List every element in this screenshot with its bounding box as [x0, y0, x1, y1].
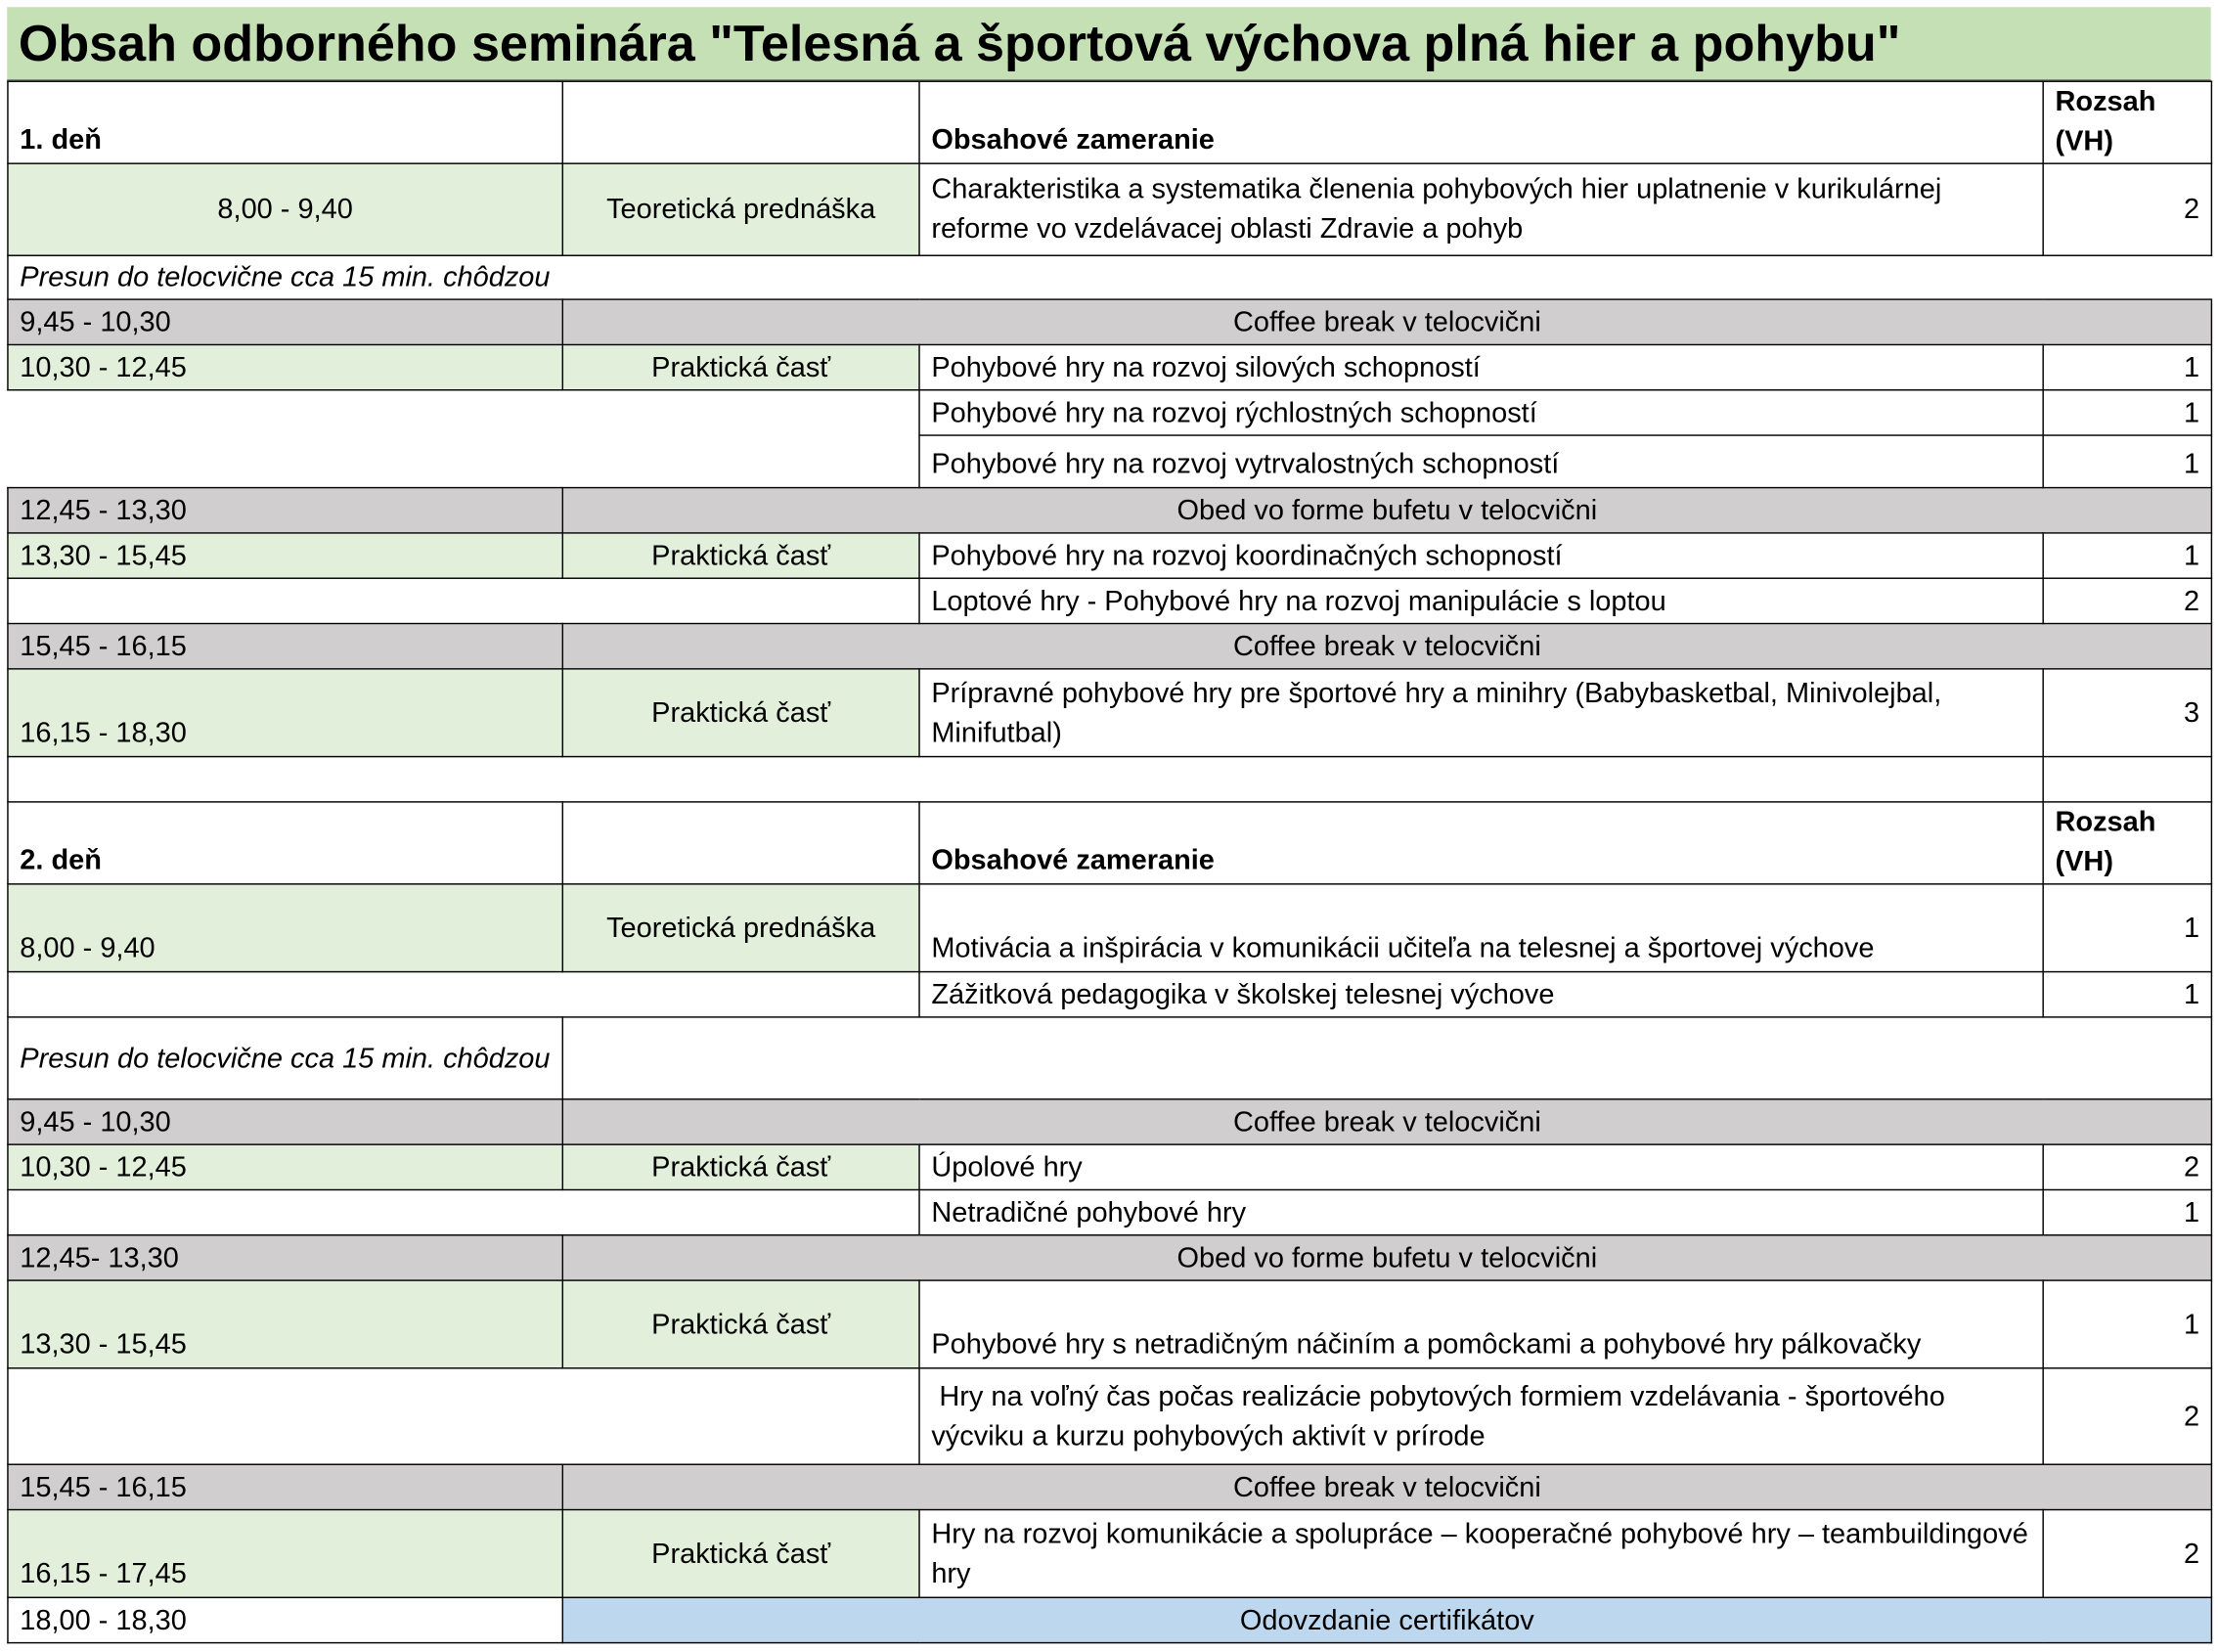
- final-row: [8, 1597, 2211, 1642]
- schedule-table: [7, 80, 2212, 1643]
- table-row: [8, 1368, 2211, 1464]
- table-row: [8, 344, 2211, 389]
- transfer-note: Presun do telocvične cca 15 min. chôdzou: [8, 1017, 562, 1099]
- column-header-focus: Obsahové zameranie: [919, 802, 2043, 884]
- empty-cell: [8, 1368, 919, 1464]
- hours-cell: 1: [2043, 972, 2211, 1017]
- time-cell: 8,00 - 9,40: [8, 884, 562, 972]
- topic-cell: Pohybové hry na rozvoj rýchlostných schopností: [919, 390, 2043, 435]
- lunch-label: Obed vo forme bufetu v telocvični: [562, 1235, 2211, 1280]
- topic-cell: Pohybové hry s netradičným náčiním a pomôckami a pohybové hry pálkovačky: [919, 1280, 2043, 1368]
- topic-cell: Pohybové hry na rozvoj silových schopností: [919, 344, 2043, 389]
- transfer-row: [8, 1017, 2211, 1099]
- time-cell: 13,30 - 15,45: [8, 533, 562, 578]
- hours-cell: 2: [2043, 163, 2211, 255]
- empty-cell: [2043, 757, 2211, 802]
- topic-cell: Charakteristika a systematika členenia pohybových hier uplatnenie v kurikulárnej reforme vo vzdelávacej oblasti Zdravie a pohyb: [919, 163, 2043, 255]
- time-cell: 8,00 - 9,40: [8, 163, 562, 255]
- time-cell: 12,45 - 13,30: [8, 488, 562, 533]
- table-row: [8, 390, 2211, 435]
- session-type-cell: Praktická časť: [562, 533, 919, 578]
- topic-cell: Netradičné pohybové hry: [919, 1189, 2043, 1234]
- spacer-row: [8, 757, 2211, 802]
- table-row: [8, 1144, 2211, 1189]
- hours-cell: 1: [2043, 533, 2211, 578]
- break-row: [8, 299, 2211, 344]
- table-row: [8, 972, 2211, 1017]
- topic-cell: Motivácia a inšpirácia v komunikácii učiteľa na telesnej a športovej výchove: [919, 884, 2043, 972]
- column-header-scope: Rozsah (VH): [2043, 802, 2211, 884]
- day1-header-row: [8, 81, 2211, 163]
- table-row: [8, 578, 2211, 623]
- break-label: Coffee break v telocvični: [562, 299, 2211, 344]
- empty-cell: [8, 757, 2043, 802]
- day-label: 2. deň: [8, 802, 562, 884]
- empty-cell: [8, 972, 919, 1017]
- session-type-cell: Praktická časť: [562, 669, 919, 757]
- topic-cell: Pohybové hry na rozvoj vytrvalostných schopností: [919, 435, 2043, 488]
- time-cell: 18,00 - 18,30: [8, 1597, 562, 1642]
- table-row: [8, 163, 2211, 255]
- transfer-row: [8, 255, 2211, 299]
- hours-cell: 2: [2043, 578, 2211, 623]
- empty-cell: [562, 81, 919, 163]
- break-row: [8, 1464, 2211, 1509]
- session-type-cell: Praktická časť: [562, 1510, 919, 1598]
- time-cell: 10,30 - 12,45: [8, 344, 562, 389]
- session-type-cell: Teoretická prednáška: [562, 884, 919, 972]
- empty-cell: [562, 802, 919, 884]
- topic-cell: Loptové hry - Pohybové hry na rozvoj manipulácie s loptou: [919, 578, 2043, 623]
- time-cell: 13,30 - 15,45: [8, 1280, 562, 1368]
- time-cell: 9,45 - 10,30: [8, 299, 562, 344]
- certificate-label: Odovzdanie certifikátov: [562, 1597, 2211, 1642]
- topic-cell: Hry na voľný čas počas realizácie pobytových formiem vzdelávania - športového výcviku a kurzu pohybových aktivít v prírode: [919, 1368, 2043, 1464]
- hours-cell: 2: [2043, 1368, 2211, 1464]
- time-cell: 16,15 - 18,30: [8, 669, 562, 757]
- day-label: 1. deň: [8, 81, 562, 163]
- time-cell: 15,45 - 16,15: [8, 624, 562, 669]
- page-title: Obsah odborného seminára "Telesná a športová výchova plná hier a pohybu": [7, 7, 2210, 80]
- table-row: [8, 669, 2211, 757]
- hours-cell: 2: [2043, 1144, 2211, 1189]
- session-type-cell: Praktická časť: [562, 344, 919, 389]
- lunch-label: Obed vo forme bufetu v telocvični: [562, 488, 2211, 533]
- lunch-row: [8, 488, 2211, 533]
- topic-cell: Zážitková pedagogika v školskej telesnej výchove: [919, 972, 2043, 1017]
- empty-cell: [8, 578, 919, 623]
- hours-cell: 1: [2043, 344, 2211, 389]
- break-label: Coffee break v telocvični: [562, 624, 2211, 669]
- empty-cell: [8, 390, 919, 488]
- hours-cell: 1: [2043, 435, 2211, 488]
- session-type-cell: Teoretická prednáška: [562, 163, 919, 255]
- time-cell: 10,30 - 12,45: [8, 1144, 562, 1189]
- column-header-focus: Obsahové zameranie: [919, 81, 2043, 163]
- transfer-note: Presun do telocvične cca 15 min. chôdzou: [8, 255, 2211, 299]
- lunch-row: [8, 1235, 2211, 1280]
- topic-cell: Hry na rozvoj komunikácie a spolupráce – kooperačné pohybové hry – teambuildingové hry: [919, 1510, 2043, 1598]
- break-label: Coffee break v telocvični: [562, 1464, 2211, 1509]
- empty-cell: [8, 1189, 919, 1234]
- hours-cell: 1: [2043, 884, 2211, 972]
- session-type-cell: Praktická časť: [562, 1280, 919, 1368]
- hours-cell: 1: [2043, 390, 2211, 435]
- hours-cell: 3: [2043, 669, 2211, 757]
- break-row: [8, 1099, 2211, 1144]
- topic-cell: Pohybové hry na rozvoj koordinačných schopností: [919, 533, 2043, 578]
- column-header-scope: Rozsah (VH): [2043, 81, 2211, 163]
- hours-cell: 1: [2043, 1280, 2211, 1368]
- table-row: [8, 533, 2211, 578]
- table-row: [8, 884, 2211, 972]
- time-cell: 16,15 - 17,45: [8, 1510, 562, 1598]
- table-row: [8, 1280, 2211, 1368]
- time-cell: 15,45 - 16,15: [8, 1464, 562, 1509]
- table-row: [8, 1510, 2211, 1598]
- time-cell: 12,45- 13,30: [8, 1235, 562, 1280]
- hours-cell: 1: [2043, 1189, 2211, 1234]
- day2-header-row: [8, 802, 2211, 884]
- table-row: [8, 1189, 2211, 1234]
- break-label: Coffee break v telocvični: [562, 1099, 2211, 1144]
- hours-cell: 2: [2043, 1510, 2211, 1598]
- break-row: [8, 624, 2211, 669]
- time-cell: 9,45 - 10,30: [8, 1099, 562, 1144]
- empty-cell: [562, 1017, 2211, 1099]
- topic-cell: Prípravné pohybové hry pre športové hry a minihry (Babybasketbal, Minivolejbal, Minifutbal): [919, 669, 2043, 757]
- topic-cell: Úpolové hry: [919, 1144, 2043, 1189]
- session-type-cell: Praktická časť: [562, 1144, 919, 1189]
